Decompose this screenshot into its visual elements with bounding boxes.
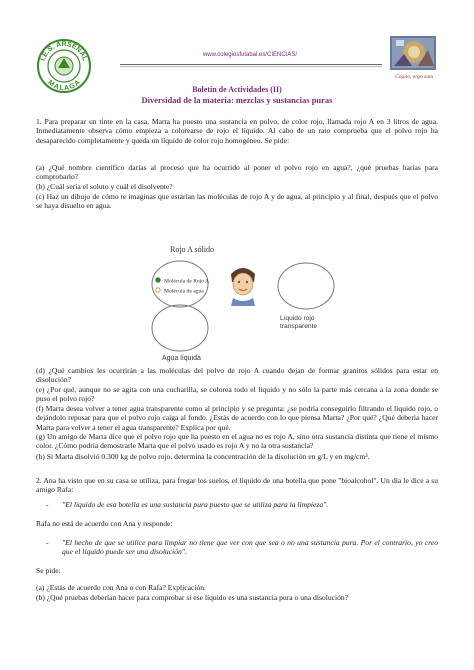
- figure-label-liquid-line2: transparente: [280, 323, 318, 330]
- figure-label-water: Agua líquida: [162, 355, 201, 362]
- header-divider-secondary: [120, 66, 382, 67]
- legend-red-label: Molécula de Rojo A: [164, 278, 210, 285]
- legend-red-molecule-icon: [156, 278, 161, 283]
- bulletin-subtitle: Diversidad de la materia: mezclas y sustancias puras: [141, 95, 333, 105]
- q1-item-f: (f) Marta desea volver a tener agua transparente como al principio y se pregunta: ¿se podría conseguirlo filtrando el líquido rojo, o dejándolo reposar para que el polvo rojo caiga al fondo. ¿Estás de acuerdo con lo que piensa Marta? ¿Por qué? ¿Qué deberia hacer Marta para volver a tener el agua transparente? Explica por qué.: [36, 404, 438, 432]
- figure-label-liquid-line1: Líquido rojo: [280, 315, 315, 322]
- q2-quote-ana: "El líquido de esa botella es una sustancia pura puesto que se utiliza para la limpieza".: [62, 500, 329, 509]
- student-face-icon: [231, 268, 255, 306]
- q2-rafa-line: Rafa no está de acuerdo con Ana y responde:: [36, 519, 173, 528]
- q2-quote-rafa-dash: -: [46, 538, 49, 547]
- header-motto: Cogito, ergo sum: [395, 74, 433, 80]
- logo-text-bottom: MALAGA: [46, 79, 82, 93]
- q2-quote-rafa: "El hecho de que se utilice para limpiar no tiene que ver con que sea o no una sustancia pura. Por el contrario, yo creo que el líquido puede ser una disolución".: [62, 538, 438, 557]
- q1-item-h: (h) Si Marta disolvió 0.300 kg de polvo rojo, determina la concentración de la disolución en g/L y en mg/cm³.: [36, 452, 370, 461]
- figure-ellipse-liquid: [278, 263, 334, 309]
- header-artwork-image: [390, 36, 436, 70]
- q1-item-d: (d) ¿Qué cambios les ocurrirán a las moléculas del polvo de rojo A cuando dejan de formar granitos sólidos para estar en disolución?: [36, 366, 438, 385]
- q2-item-a: (a) ¿Estás de acuerdo con Ana o con Rafa? Explicación.: [36, 583, 206, 592]
- molecules-figure: [140, 244, 350, 362]
- q1-item-e: (e) ¿Por qué, aunque no se agita con una cucharilla, se colorea todo el líquido y no sólo la parte más cercana a la zona donde se puso el polvo rojo?: [36, 385, 438, 404]
- figure-label-solid: Rojo A sólido: [170, 245, 215, 254]
- bulletin-title: Boletín de Actividades (II): [192, 85, 282, 94]
- q1-item-g: (g) Un amigo de Marta dice que el polvo rojo que ha puesto en el agua no es rojo A, sino otra sustancia distinta que tiene el mismo color. ¿Cómo podría demostrarle Marta que el polvo usado es rojo A y no la otra sustancia?: [36, 432, 438, 451]
- legend-water-molecule-icon: [156, 288, 160, 292]
- q2-se-pide: Se pide:: [36, 566, 61, 575]
- figure-ellipse-water: [152, 305, 208, 351]
- q1-item-a: (a) ¿Qué nombre científico darías al proceso que ha ocurrido al poner el polvo rojo en agua?, ¿qué pruebas harías para comprobarlo?: [36, 163, 438, 182]
- legend-water-label: Molécula de agua: [164, 288, 204, 295]
- q1-item-b: (b) ¿Cuál sería el soluto y cuál el disolvente?: [36, 182, 173, 191]
- q2-intro: 2. Ana ha visto que en su casa se utiliza, para fregar los suelos, el líquido de una botella que pone "bioalcohol". Un día le dice a su amigo Rafa:: [36, 476, 438, 495]
- q2-quote-ana-dash: -: [46, 500, 49, 509]
- header-divider: [120, 64, 382, 65]
- q2-item-b: (b) ¿Qué pruebas deberían hacer para comprobar si ese líquido es una sustancia pura o una disolución?: [36, 593, 349, 602]
- q1-intro: 1. Para preparar un tinte en la casa, Marta ha puesto una sustancia en polvo, de color rojo, llamada rojo A en 3 litros de agua. Inmediatamente observa cómo empieza a colorearse de rojo el líquido. Al cabo de un rato comprueba que el polvo rojo ha desaparecido completamente y queda un líquido de color rojo homogéneo. Se pide:: [36, 117, 438, 145]
- header-url[interactable]: www.colegiosfutabal.es/CIENCIAS/: [202, 52, 298, 58]
- logo-text-top: I.E.S. ARSENAL: [39, 40, 89, 62]
- q1-item-c: (c) Haz un dibujo de cómo te imaginas que estarían las moléculas de rojo A y de agua, al principio y al final, después que el polvo se haya disuelto en agua.: [36, 192, 438, 211]
